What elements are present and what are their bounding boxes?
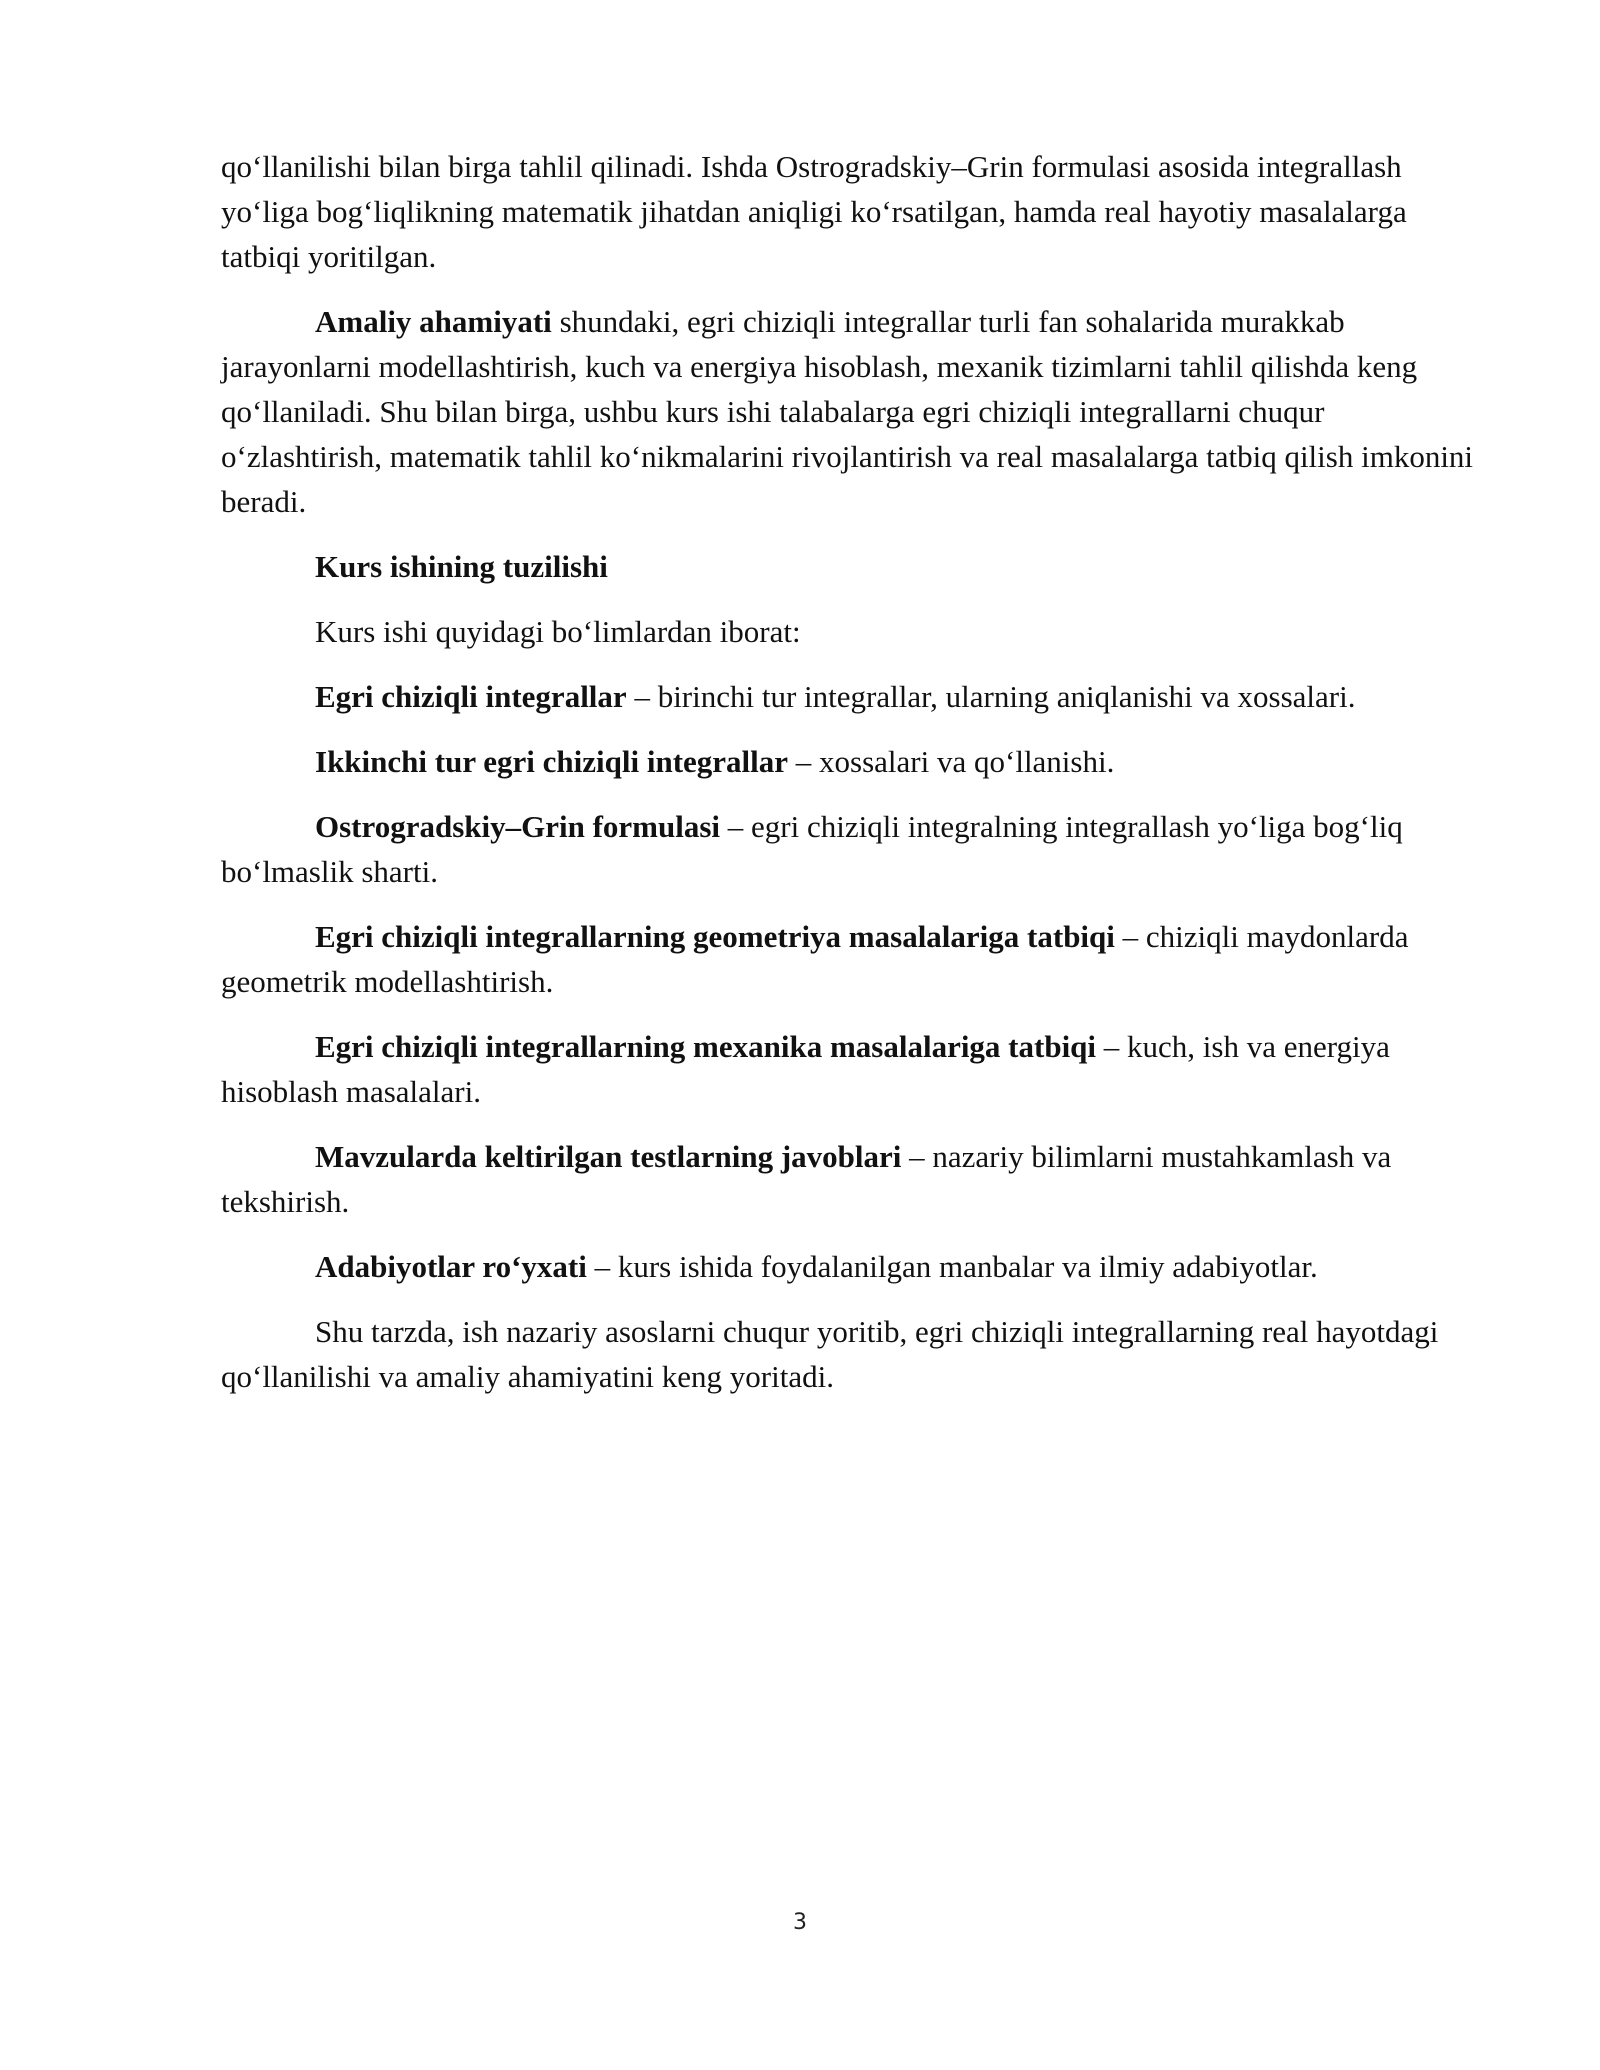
section-heading — [221, 544, 1491, 589]
item-description: – xossalari va qo‘llanishi. — [788, 744, 1115, 779]
paragraph-text: Shu tarzda, ish nazariy asoslarni chuqur yoritib, egri chiziqli integrallarning real hayotdagi qo‘llanilishi va amaliy ahamiyatini keng yoritadi. — [221, 1314, 1439, 1394]
item-description: – nazariy bilimlarni mustahkamlash va tekshirish. — [221, 1139, 1392, 1219]
structure-item-5 — [221, 1024, 1491, 1114]
item-title: Mavzularda keltirilgan testlarning javoblari — [315, 1139, 902, 1174]
paragraph-practical-significance — [221, 299, 1491, 524]
item-title: Egri chiziqli integrallarning mexanika masalalariga tatbiqi — [315, 1029, 1097, 1064]
structure-item-2 — [221, 739, 1491, 784]
page-number: 3 — [793, 1910, 807, 1935]
paragraph-intro-continuation — [221, 144, 1491, 279]
paragraph-text: Kurs ishi quyidagi bo‘limlardan iborat: — [315, 614, 801, 649]
item-title: Adabiyotlar ro‘yxati — [315, 1249, 587, 1284]
paragraph-text: qo‘llanilishi bilan birga tahlil qilinadi. Ishda Ostrogradskiy–Grin formulasi asosida integrallash yo‘liga bog‘liqlikning matematik jihatdan aniqligi ko‘rsatilgan, hamda real hayotiy masalalarga tatbiqi yoritilgan. — [221, 149, 1407, 274]
structure-item-4 — [221, 914, 1491, 1004]
item-title: Egri chiziqli integrallarning geometriya masalalariga tatbiqi — [315, 919, 1115, 954]
item-title: Ikkinchi tur egri chiziqli integrallar — [315, 744, 789, 779]
structure-intro — [221, 609, 1491, 654]
item-title: Egri chiziqli integrallar — [315, 679, 627, 714]
item-description: – kuch, ish va energiya hisoblash masalalari. — [221, 1029, 1390, 1109]
item-title: Ostrogradskiy–Grin formulasi — [315, 809, 721, 844]
item-description: – kurs ishida foydalanilgan manbalar va ilmiy adabiyotlar. — [586, 1249, 1318, 1284]
structure-item-6 — [221, 1134, 1491, 1224]
structure-item-7 — [221, 1244, 1491, 1289]
paragraph-lead-bold: Amaliy ahamiyati — [315, 304, 552, 339]
structure-item-1 — [221, 674, 1491, 719]
structure-item-3 — [221, 804, 1491, 894]
item-description: – birinchi tur integrallar, ularning aniqlanishi va xossalari. — [626, 679, 1356, 714]
item-description: – chiziqli maydonlarda geometrik modellashtirish. — [221, 919, 1409, 999]
item-description: – egri chiziqli integralning integrallash yo‘liga bog‘liq bo‘lmaslik sharti. — [221, 809, 1403, 889]
paragraph-conclusion — [221, 1309, 1491, 1399]
paragraph-text: shundaki, egri chiziqli integrallar turli fan sohalarida murakkab jarayonlarni modellashtirish, kuch va energiya hisoblash, mexanik tizimlarni tahlil qilishda keng qo‘llaniladi. Shu bilan birga, ushbu kurs ishi talabalarga egri chiziqli integrallarni chuqur o‘zlashtirish, matematik tahlil ko‘nikmalarini rivojlantirish va real masalalarga tatbiq qilish imkonini beradi. — [221, 304, 1474, 519]
heading-text: Kurs ishining tuzilishi — [315, 549, 608, 584]
document-page — [221, 144, 1491, 1419]
